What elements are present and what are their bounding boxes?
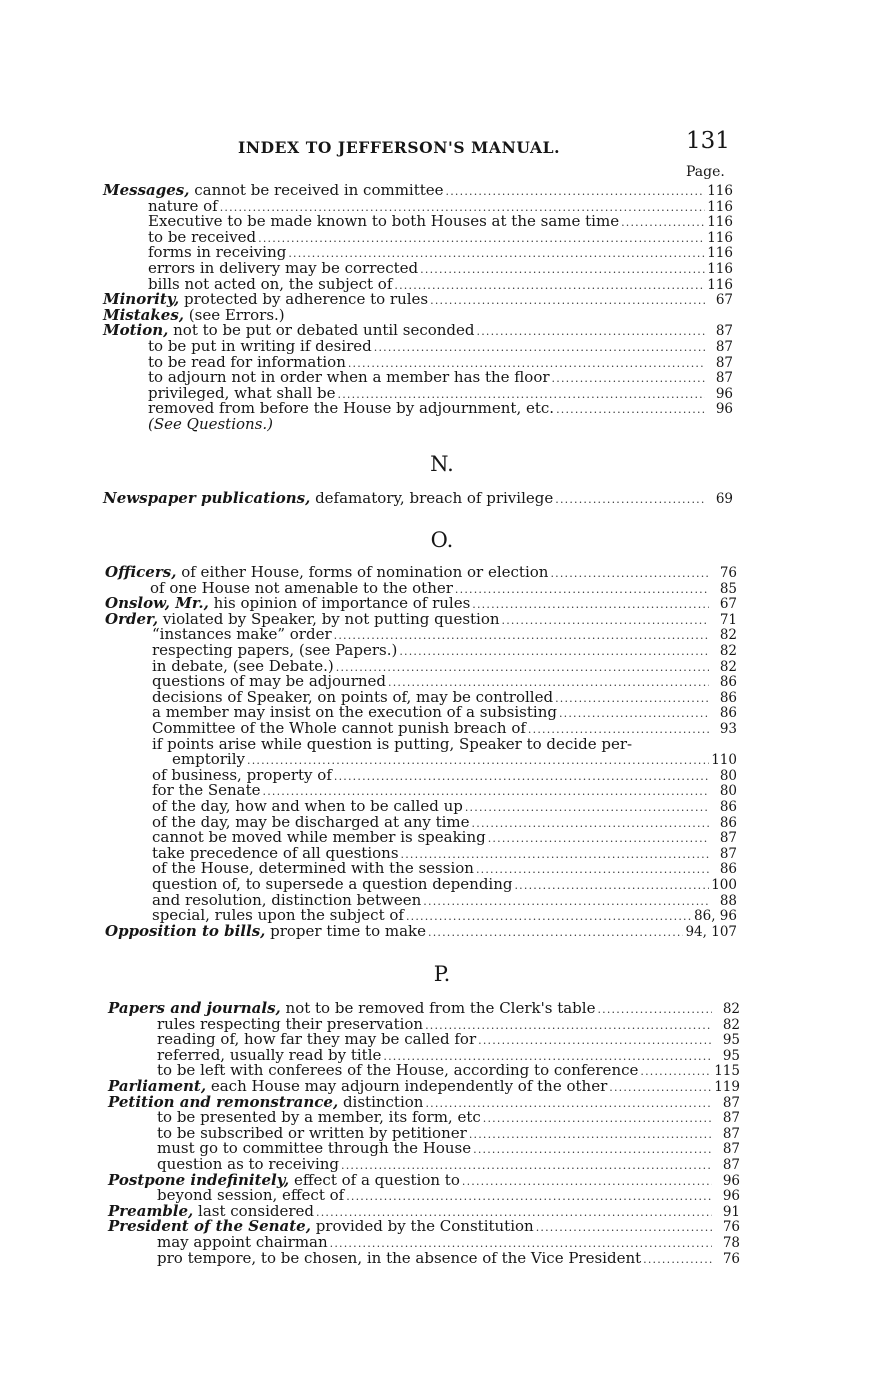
entry-text [157, 1140, 471, 1156]
entry-description: to adjourn not in order when a member has the floor [148, 368, 550, 387]
entry-page-ref: 85 [719, 580, 737, 597]
entry-description: if points arise while question is putting, Speaker to decide per- [152, 734, 633, 753]
entry-page-ref: 87 [715, 323, 733, 340]
entry-text [152, 782, 261, 798]
entry-description: each House may adjourn independently of the other [206, 1077, 608, 1095]
entry-description: his opinion of importance of rules [208, 594, 471, 613]
entry-description: take precedence of all questions [152, 843, 399, 862]
entry-page-ref: 91 [722, 1203, 740, 1220]
entry-text [103, 291, 428, 307]
entry-page-ref: 67 [715, 292, 733, 309]
index-entry [103, 291, 733, 307]
entry-description: proper time to make [265, 921, 427, 940]
index-entry [103, 490, 733, 506]
index-entry [108, 1094, 740, 1110]
entry-description: and resolution, distinction between [152, 890, 422, 909]
entry-text [152, 876, 512, 892]
entry-description: decisions of Speaker, on points of, may be controlled [152, 687, 554, 706]
entry-description: of either House, forms of nomination or election [176, 563, 549, 581]
entry-text [157, 1234, 328, 1250]
entry-description: respecting papers, (see Papers.) [152, 641, 398, 659]
entry-description: emptorily [172, 750, 246, 769]
index-entry [152, 798, 737, 814]
entry-page-ref: 82 [719, 643, 737, 659]
entry-text [152, 892, 421, 908]
entry-text [105, 923, 426, 939]
entry-text [157, 1109, 481, 1125]
entry-description: not to be removed from the Clerk's table [280, 999, 596, 1017]
entry-text [148, 213, 619, 229]
running-header-title: INDEX TO JEFFERSON'S MANUAL. [238, 138, 561, 157]
index-entry [148, 244, 733, 260]
index-entry [105, 923, 737, 939]
entry-description: (see Errors.) [184, 305, 285, 324]
entry-text [157, 1016, 423, 1032]
entry-description: a member may insist on the execution of a subsisting [152, 703, 557, 722]
entry-description: bills not acted on, the subject of [148, 274, 393, 293]
index-entry [105, 564, 737, 580]
entry-text [103, 322, 475, 338]
entry-keyword: Minority, [103, 290, 180, 309]
entry-keyword: Onslow, Mr., [105, 594, 209, 613]
entry-description: distinction [338, 1092, 424, 1111]
entry-description: referred, usually read by title [157, 1045, 382, 1064]
entry-text [152, 845, 399, 861]
index-entry [152, 767, 737, 783]
entry-page-ref: 67 [719, 596, 737, 613]
entry-text [152, 907, 404, 923]
entry-text [148, 400, 554, 416]
entry-description: privileged, what shall be [148, 383, 336, 402]
index-entry [148, 260, 733, 276]
index-entry [157, 1031, 740, 1047]
entry-description: forms in receiving [148, 243, 287, 262]
entry-text [152, 689, 553, 705]
entry-description: to be read for information [148, 352, 346, 371]
entry-page-ref: 116 [707, 198, 733, 215]
entry-page-ref: 119 [714, 1079, 740, 1095]
index-entry [148, 385, 733, 401]
index-entry [108, 1218, 740, 1234]
index-entry [148, 400, 733, 416]
entry-page-ref: 76 [719, 565, 737, 581]
entry-keyword: Mistakes, [103, 305, 184, 324]
entry-page-ref: 116 [707, 214, 733, 231]
entry-text [103, 307, 285, 323]
entry-keyword: Parliament, [108, 1077, 207, 1095]
index-entry [157, 1234, 740, 1250]
entry-keyword: Newspaper publications, [103, 489, 311, 507]
entry-description: cannot be received in committee [189, 181, 444, 199]
dot-leader [556, 402, 705, 418]
entry-description: to be put in writing if desired [148, 337, 372, 355]
entry-text [103, 490, 553, 506]
entry-page-ref: 86 [719, 861, 737, 878]
index-entry [150, 580, 737, 596]
index-entry [148, 198, 733, 214]
entry-text [157, 1031, 476, 1047]
entry-description: of the day, how and when to be called up [152, 797, 463, 815]
entry-description: question as to receiving [157, 1155, 340, 1173]
entry-page-ref: 86 [719, 814, 737, 831]
entry-description: to be left with conferees of the House, according to conference [157, 1061, 639, 1080]
entry-text [148, 229, 256, 245]
entry-page-ref: 96 [715, 401, 733, 418]
index-entry [152, 829, 737, 845]
letter-heading-o: O. [430, 528, 454, 552]
index-entry [152, 642, 737, 658]
dot-leader [555, 492, 705, 508]
entry-page-ref: 78 [722, 1235, 740, 1251]
entry-description: defamatory, breach of privilege [310, 489, 554, 507]
entry-description: “instances make” order [152, 625, 332, 644]
entry-text [157, 1187, 344, 1203]
entry-description: effect of a question to [289, 1170, 460, 1189]
entry-text [148, 260, 418, 276]
entry-page-ref: 86 [719, 705, 737, 722]
entry-text [148, 338, 372, 354]
entry-description: of the day, may be discharged at any time [152, 812, 470, 831]
entry-description: question of, to supersede a question depending [152, 875, 513, 893]
index-entry [148, 369, 733, 385]
entry-page-ref: 86 [719, 799, 737, 815]
entry-keyword: Messages, [103, 181, 190, 199]
entry-page-ref: 87 [715, 370, 733, 387]
entry-text [108, 1094, 423, 1110]
entry-page-ref: 82 [719, 658, 737, 675]
entry-text [152, 829, 486, 845]
entry-text [105, 595, 470, 611]
index-entry [152, 892, 737, 908]
entry-page-ref: 93 [719, 721, 737, 737]
entry-page-ref: 96 [722, 1188, 740, 1205]
entry-description: Committee of the Whole cannot punish breach of [152, 719, 526, 737]
entry-page-ref: 100 [711, 877, 737, 893]
entry-text [108, 1172, 460, 1188]
entry-page-ref: 76 [722, 1219, 740, 1236]
index-entry [103, 182, 733, 198]
entry-description: for the Senate [152, 781, 261, 800]
entry-text [152, 798, 463, 814]
entry-page-ref: 69 [715, 491, 733, 507]
entry-text [157, 1156, 339, 1172]
index-entry [157, 1016, 740, 1032]
entry-text [152, 814, 470, 830]
index-entry [108, 1203, 740, 1219]
entry-page-ref: 87 [722, 1094, 740, 1111]
index-entry [152, 626, 737, 642]
dot-leader [428, 925, 683, 941]
entry-text [152, 720, 526, 736]
index-entry [157, 1187, 740, 1203]
entry-text [148, 385, 336, 401]
entry-text [157, 1250, 641, 1266]
entry-description: of the House, determined with the session [152, 859, 474, 878]
entry-page-ref: 87 [719, 830, 737, 847]
entry-text [157, 1125, 467, 1141]
entry-text [152, 673, 386, 689]
entry-description: cannot be moved while member is speaking [152, 828, 486, 847]
entry-text [148, 354, 346, 370]
index-entry [148, 213, 733, 229]
entry-page-ref: 116 [707, 229, 733, 246]
entry-text [108, 1078, 607, 1094]
entry-page-ref: 116 [707, 245, 733, 262]
entry-description: questions of may be adjourned [152, 672, 387, 691]
index-entry [148, 354, 733, 370]
index-entry [157, 1125, 740, 1141]
entry-description: in debate, (see Debate.) [152, 656, 334, 675]
entry-keyword: Postpone indefinitely, [108, 1170, 290, 1189]
entry-description: to be subscribed or written by petitioner [157, 1123, 467, 1142]
entry-description: not to be put or debated until seconded [168, 321, 475, 340]
entry-keyword: Order, [105, 609, 159, 628]
entry-text [152, 642, 397, 658]
index-entry [157, 1062, 740, 1078]
entry-page-ref: 87 [722, 1110, 740, 1127]
entry-description: Executive to be made known to both Houses at the same time [148, 212, 620, 231]
index-entry [152, 704, 737, 720]
index-entry [157, 1140, 740, 1156]
entry-page-ref: 116 [707, 183, 733, 199]
entry-text [157, 1047, 381, 1063]
index-entry [157, 1109, 740, 1125]
entry-text [150, 580, 453, 596]
index-entry [148, 276, 733, 292]
entry-page-ref: 87 [715, 354, 733, 371]
entry-page-ref: 86, 96 [694, 908, 737, 925]
entry-page-ref: 87 [722, 1141, 740, 1158]
index-entry [152, 814, 737, 830]
index-entry [152, 689, 737, 705]
entry-description: to be presented by a member, its form, etc [157, 1108, 481, 1127]
entry-page-ref: 116 [707, 276, 733, 293]
entry-keyword: Preamble, [108, 1201, 194, 1220]
entry-text [157, 1062, 638, 1078]
entry-description: nature of [148, 196, 218, 215]
entry-description: provided by the Constitution [310, 1217, 534, 1236]
index-entry [103, 307, 733, 323]
entry-text [152, 704, 557, 720]
index-entry [105, 611, 737, 627]
entry-description: pro tempore, to be chosen, in the absence of the Vice President [157, 1248, 642, 1267]
index-entry [157, 1250, 740, 1266]
entry-description: last considered [193, 1201, 314, 1220]
letter-heading-p: P. [433, 962, 451, 986]
entry-text [108, 1000, 595, 1016]
entry-description: beyond session, effect of [157, 1186, 345, 1205]
entry-page-ref: 82 [719, 627, 737, 644]
entry-text [148, 198, 218, 214]
entry-text [148, 276, 392, 292]
entry-description: errors in delivery may be corrected [148, 259, 419, 277]
index-entry [172, 751, 737, 767]
entry-page-ref: 96 [715, 385, 733, 402]
entry-text [105, 564, 548, 580]
entry-description: to be received [148, 227, 257, 246]
entry-page-ref: 88 [719, 892, 737, 909]
entry-description: removed from before the House by adjournment, etc. [148, 399, 555, 418]
index-entry [152, 782, 737, 798]
index-entry [152, 720, 737, 736]
entry-page-ref: 80 [719, 767, 737, 784]
entry-keyword: Petition and remonstrance, [108, 1092, 339, 1111]
entry-page-ref: 82 [722, 1001, 740, 1017]
page-column-label: Page. [686, 164, 725, 180]
entry-page-ref: 71 [719, 611, 737, 628]
index-entry [157, 1047, 740, 1063]
entry-page-ref: 87 [715, 339, 733, 355]
index-entry [108, 1000, 740, 1016]
page-number: 131 [686, 128, 730, 154]
entry-text [108, 1218, 534, 1234]
index-entry [152, 876, 737, 892]
index-entry [105, 595, 737, 611]
entry-page-ref: 115 [714, 1063, 740, 1080]
entry-text [148, 244, 286, 260]
entry-page-ref: 95 [722, 1032, 740, 1049]
entry-keyword: Papers and journals, [108, 999, 281, 1017]
entry-description: protected by adherence to rules [179, 290, 429, 309]
entry-description: of one House not amenable to the other [150, 578, 453, 597]
entry-page-ref: 87 [722, 1157, 740, 1173]
entry-description: may appoint chairman [157, 1233, 328, 1251]
entry-page-ref: 82 [722, 1016, 740, 1033]
index-entry [152, 845, 737, 861]
index-entry [152, 860, 737, 876]
entry-text [103, 182, 444, 198]
entry-text [172, 751, 245, 767]
entry-page-ref: 86 [719, 674, 737, 691]
entry-description: violated by Speaker, by not putting question [158, 609, 500, 628]
entry-description: reading of, how far they may be called for [157, 1030, 477, 1049]
entry-keyword: Opposition to bills, [105, 921, 266, 940]
entry-text [152, 767, 332, 783]
entry-text [152, 736, 632, 752]
entry-text [105, 611, 500, 627]
index-entry [157, 1156, 740, 1172]
index-entry [108, 1078, 740, 1094]
dot-leader [643, 1252, 712, 1268]
index-entry [148, 338, 733, 354]
index-entry [152, 736, 737, 752]
index-entry [152, 658, 737, 674]
entry-description: rules respecting their preservation [157, 1014, 424, 1033]
entry-page-ref: 95 [722, 1047, 740, 1064]
entry-keyword: Officers, [105, 563, 177, 581]
entry-text [152, 626, 332, 642]
index-entry [152, 907, 737, 923]
entry-page-ref: 86 [719, 689, 737, 706]
entry-keyword: Motion, [103, 321, 169, 340]
entry-keyword: President of the Senate, [108, 1217, 311, 1236]
entry-text [108, 1203, 314, 1219]
entry-page-ref: 80 [719, 783, 737, 800]
entry-description: must go to committee through the House [157, 1139, 472, 1158]
entry-text [148, 369, 550, 385]
entry-page-ref: 87 [719, 845, 737, 862]
entry-page-ref: 87 [722, 1125, 740, 1142]
entry-description: of business, property of [152, 765, 332, 784]
entry-description: special, rules upon the subject of [152, 906, 404, 925]
entry-page-ref: 94, 107 [685, 923, 737, 940]
index-entry [152, 673, 737, 689]
letter-heading-n: N. [430, 452, 454, 476]
entry-page-ref: 110 [711, 752, 737, 769]
index-entry [108, 1172, 740, 1188]
entry-text [152, 860, 474, 876]
cross-reference: (See Questions.) [148, 415, 274, 433]
index-entry [148, 229, 733, 245]
entry-page-ref: 76 [722, 1250, 740, 1267]
entry-page-ref: 116 [707, 261, 733, 277]
entry-text [152, 658, 334, 674]
entry-page-ref: 96 [722, 1172, 740, 1189]
index-entry [103, 322, 733, 338]
